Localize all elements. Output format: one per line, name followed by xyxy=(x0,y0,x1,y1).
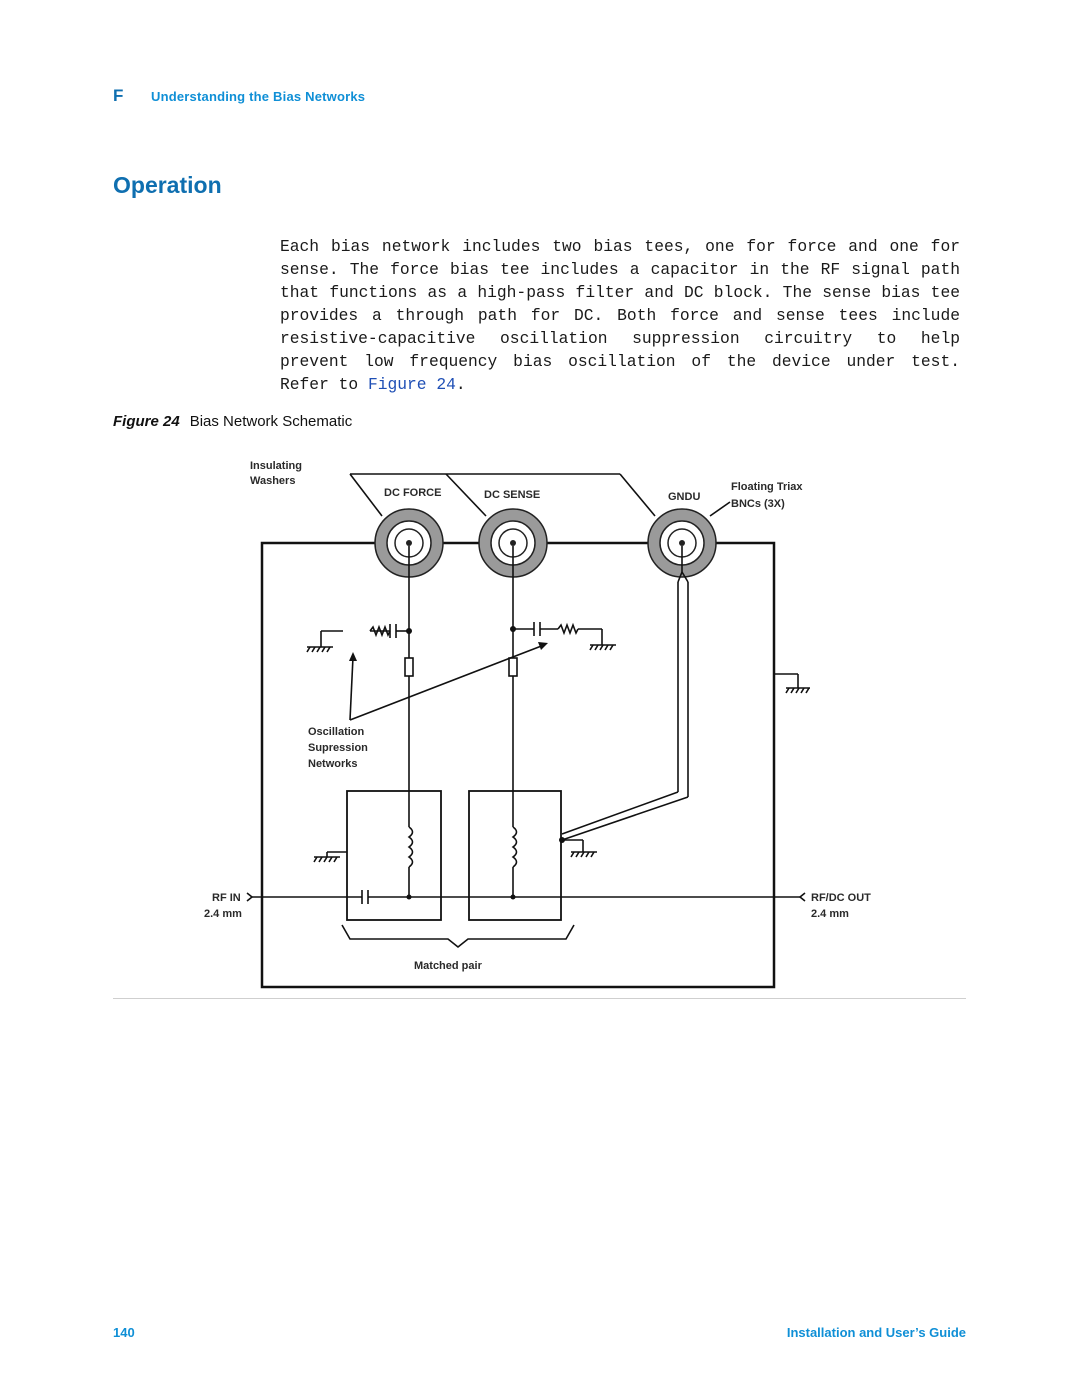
body-paragraph xyxy=(280,235,960,396)
figure-caption xyxy=(113,413,352,430)
section-title: Operation xyxy=(113,172,222,198)
label-oscillation: Oscillation xyxy=(308,726,365,738)
body-text: Each bias network includes two bias tees, one for force and one for sense. The force bias tee includes a capacitor in the RF signal path that functions as a high-pass filter and DC block. The sense bias tee provides a through path for DC. Both force and sense tees include resistive-capacitive oscillation suppression circuitry to help prevent low frequency bias oscillation of the device under test. Refer to xyxy=(280,237,960,394)
label-floating-triax: Floating Triax xyxy=(731,481,803,493)
bias-network-schematic xyxy=(200,452,890,997)
label-washers: Washers xyxy=(250,475,296,487)
body-text-end: . xyxy=(455,375,466,394)
page-number: 140 xyxy=(113,1325,135,1340)
label-rf-dc-out-size: 2.4 mm xyxy=(811,908,849,920)
label-supression: Supression xyxy=(308,742,368,754)
label-dc-sense: DC SENSE xyxy=(484,489,541,501)
figure-link[interactable]: Figure 24 xyxy=(367,375,456,394)
label-insulating: Insulating xyxy=(250,460,302,472)
running-header xyxy=(113,86,365,106)
label-rf-in-size: 2.4 mm xyxy=(204,908,242,920)
label-dc-force: DC FORCE xyxy=(384,487,442,499)
label-rf-dc-out: RF/DC OUT xyxy=(811,892,871,904)
label-gndu: GNDU xyxy=(668,491,701,503)
appendix-letter: F xyxy=(113,86,124,105)
figure-label: Figure 24 xyxy=(113,413,180,430)
chapter-title: Understanding the Bias Networks xyxy=(151,89,366,104)
label-bncs: BNCs (3X) xyxy=(731,498,785,510)
label-rf-in: RF IN xyxy=(212,892,241,904)
figure-divider xyxy=(113,998,966,999)
label-matched-pair: Matched pair xyxy=(414,960,482,972)
figure-caption-text: Bias Network Schematic xyxy=(189,413,353,430)
label-networks: Networks xyxy=(308,758,358,770)
footer-title: Installation and User’s Guide xyxy=(786,1325,966,1340)
